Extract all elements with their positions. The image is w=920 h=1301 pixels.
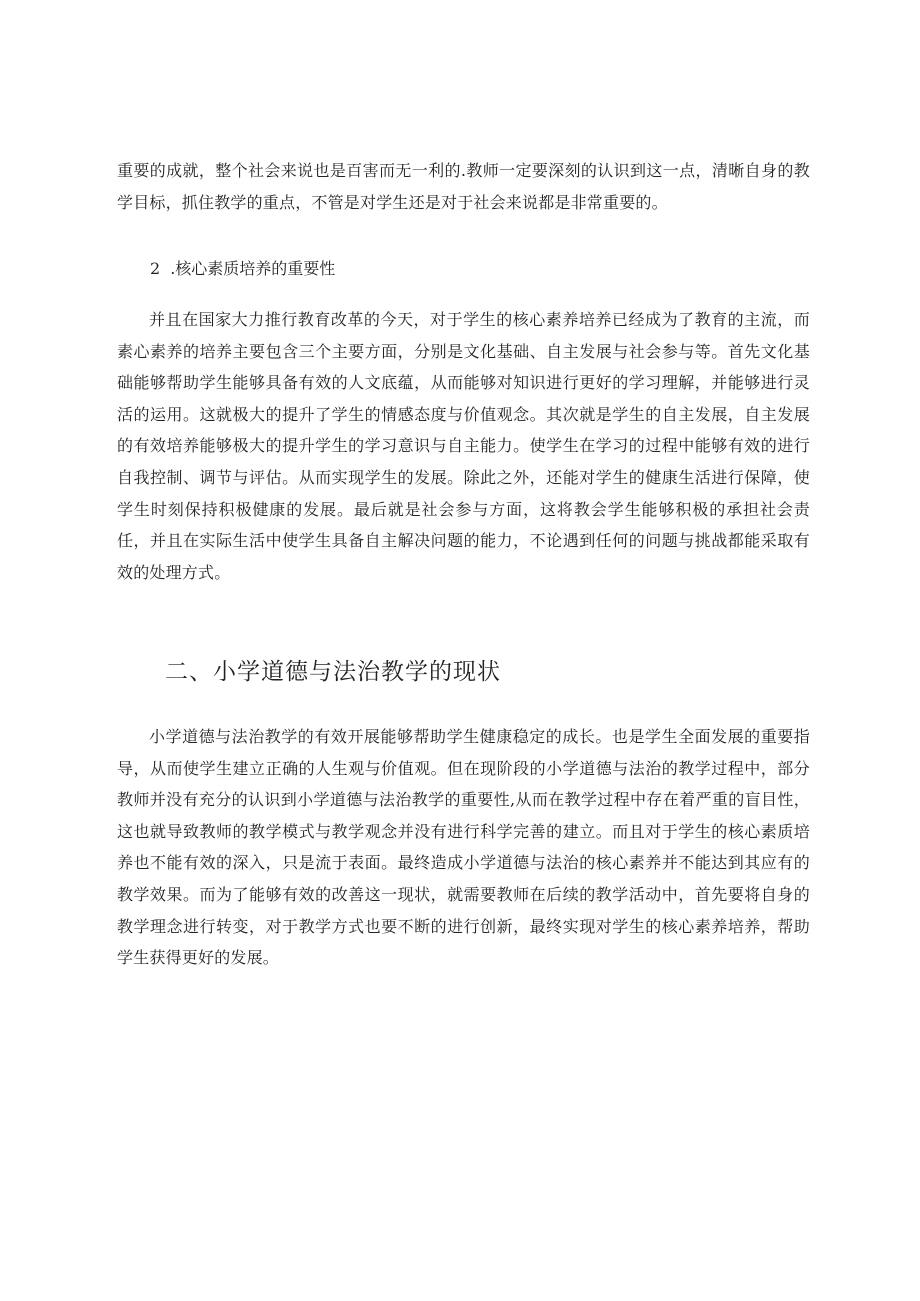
subheading-number: 2 [150,259,161,278]
section-subheading [150,257,335,281]
paragraph-current-status: 小学道德与法治教学的有效开展能够帮助学生健康稳定的成长。也是学生全面发展的重要指导，从而使学生建立正确的人生观与价值观。但在现阶段的小学道德与法治的教学过程中，部分教师并没有充分的认识到小学道德与法治教学的重要性,从而在教学过程中存在着严重的盲目性，这也就导致教师的教学模式与教学观念并没有进行科学完善的建立。而且对于学生的核心素质培养也不能有效的深入，只是流于表面。最终造成小学道德与法治的核心素养并不能达到其应有的教学效果。而为了能够有效的改善这一现状，就需要教师在后续的教学活动中，首先要将自身的教学理念进行转变，对于教学方式也要不断的进行创新，最终实现对学生的核心素养培养，帮助学生获得更好的发展。 [117,727,810,968]
paragraph-core-literacy: 并且在国家大力推行教育改革的今天，对于学生的核心素养培养已经成为了教育的主流，而素心素养的培养主要包含三个主要方面，分别是文化基础、自主发展与社会参与等。首先文化基础能够帮助学生能够具备有效的人文底蕴，从而能够对知识进行更好的学习理解，并能够进行灵活的运用。这就极大的提升了学生的情感态度与价值观念。其次就是学生的自主发展，自主发展的有效培养能够极大的提升学生的学习意识与自主能力。使学生在学习的过程中能够有效的进行自我控制、调节与评估。从而实现学生的发展。除此之外，还能对学生的健康生活进行保障，使学生时刻保持积极健康的发展。最后就是社会参与方面，这将教会学生能够积极的承担社会责任，并且在实际生活中使学生具备自主解决问题的能力，不论遇到任何的问题与挑战都能采取有效的处理方式。 [117,310,810,582]
section-heading: 二、小学道德与法治教学的现状 [165,659,501,685]
subheading-text: .核心素质培养的重要性 [170,259,336,278]
paragraph-continuation: 重要的成就，整个社会来说也是百害而无一利的.教师一定要深刻的认识到这一点，清晰自身的教学目标，抓住教学的重点，不管是对学生还是对于社会来说都是非常重要的。 [117,161,810,212]
